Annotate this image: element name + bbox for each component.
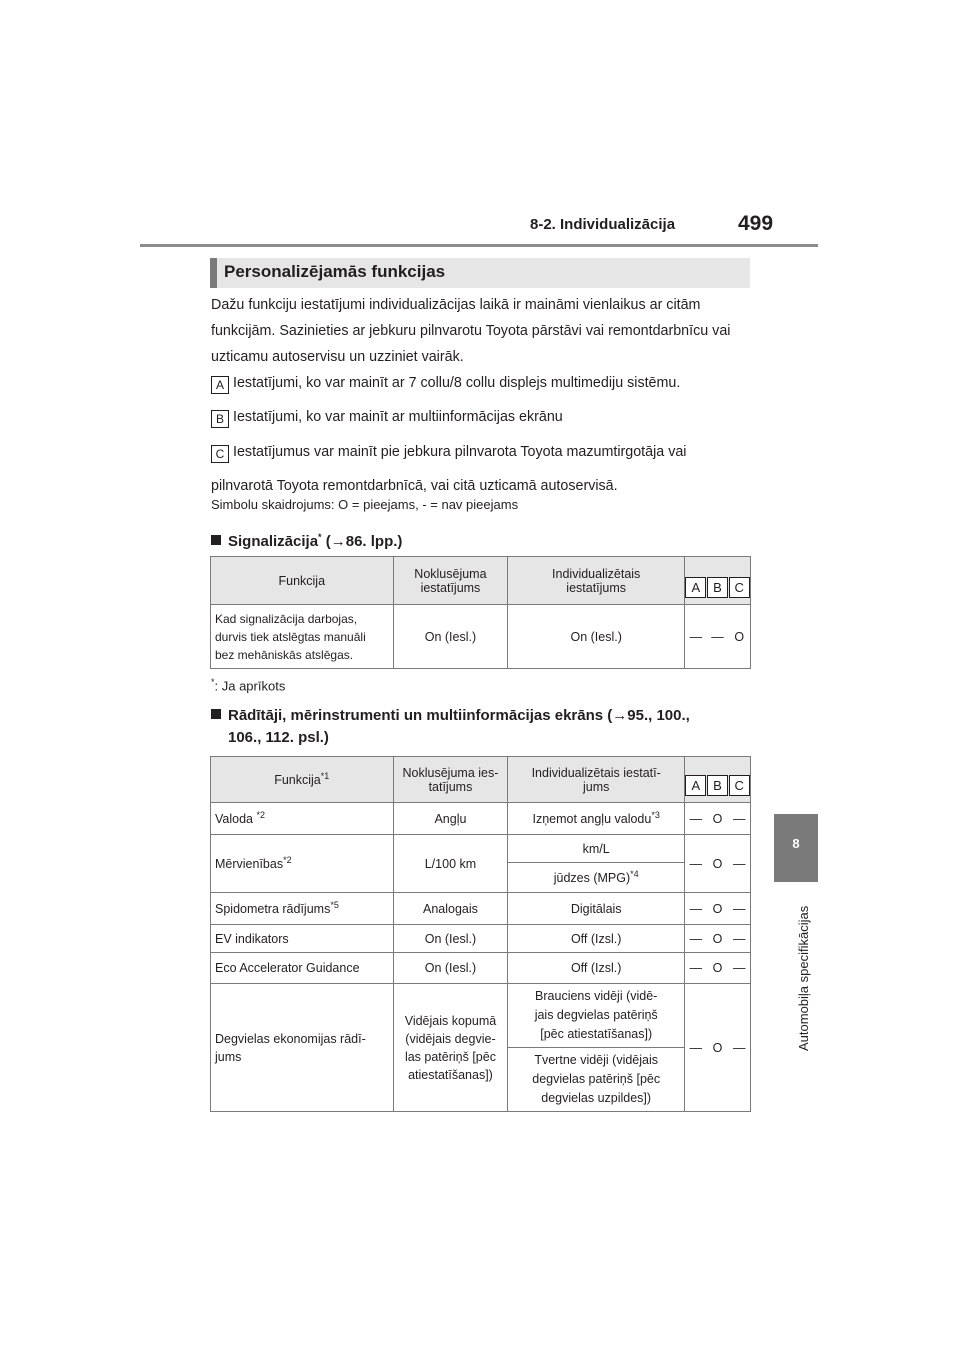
col-function-header: Funkcija [211,557,394,605]
cell-custom: km/L [508,835,685,863]
cell-b: — [706,605,728,669]
cell-c: — [728,925,750,953]
table-header-row [211,557,751,605]
col-function-header: Funkcija$^{*1}$ [211,757,394,803]
cell-function: EV indikators [211,925,394,953]
cell-custom: Digitālais [508,893,685,925]
col-custom-header: Individualizētais iestatījums [508,557,685,605]
cell-c: O [728,605,750,669]
cell-c: — [728,893,750,925]
cell-b: O [706,835,728,893]
label-box-c: C [729,775,750,796]
footnote: *: Ja aprīkots [211,677,286,694]
cell-a: — [685,605,707,669]
cell-custom: Off (Izsl.) [508,925,685,953]
table-row [211,984,751,1048]
heading-page-ref: (→86. lpp.) [321,533,403,550]
table-row [211,605,751,669]
section-title-accent [210,258,217,288]
cell-default: Vidējais kopumā (vidējais degvie- las patēriņš [pēc atiestatīšanas]) [393,984,508,1112]
section-header: 8-2. Individualizācija [530,216,676,233]
section-title: Personalizējamās funkcijas [224,262,446,281]
cell-custom: jūdzes (MPG)$^{*4}$ [508,863,685,893]
chapter-number: 8 [792,836,800,851]
table-row [211,893,751,925]
cell-a: — [684,803,706,835]
cell-b: O [706,803,728,835]
page-number: 499 [738,212,774,235]
label-box-b: B [707,577,728,598]
cell-b: O [706,984,728,1112]
cell-b: O [706,925,728,953]
cell-custom: Off (Izsl.) [508,953,685,984]
meters-table [210,756,751,1112]
legend-a [211,370,751,396]
cell-function: Kad signalizācija darbojas, durvis tiek atslēgtas manuāli bez mehāniskās atslēgas. [211,605,394,669]
header-rule [140,244,818,247]
table-header-row [211,757,751,803]
col-abc-header [684,757,750,803]
intro-line: uzticamu autoservisu un uzziniet vairāk. [211,349,464,365]
cell-c: — [728,953,750,984]
subsection-heading-text-2: 106., 112. psl.) [228,729,329,746]
cell-a: — [684,925,706,953]
cell-c: — [728,835,750,893]
intro-line: Dažu funkciju iestatījumi individualizācijas laikā ir maināmi vienlaikus ar citām [211,297,701,313]
symbols-note: Simbolu skaidrojums: O = pieejams, - = nav pieejams [211,497,519,512]
alarm-table [210,556,751,669]
label-box-b: B [707,775,728,796]
col-abc-header [685,557,751,605]
bullet-square-icon [211,709,221,719]
legend-b [211,404,751,430]
legend-c-text-2: pilnvarotā Toyota remontdarbnīcā, vai citā uzticamā autoservisā. [211,478,618,494]
bullet-square-icon [211,535,221,545]
label-box-c: C [729,577,750,598]
cell-function: Eco Accelerator Guidance [211,953,394,984]
cell-default: On (Iesl.) [393,925,508,953]
cell-b: O [706,953,728,984]
legend-c-text: Iestatījumus var mainīt pie jebkura pilnvarota Toyota mazumtirgotāja vai [233,444,687,460]
cell-default: Analogais [393,893,508,925]
cell-b: O [706,893,728,925]
cell-a: — [684,893,706,925]
legend-b-text: Iestatījumi, ko var mainīt ar multiinformācijas ekrānu [233,409,563,425]
cell-custom: Brauciens vidēji (vidē- jais degvielas patēriņš [pēc atiestatīšanas]) [508,984,685,1048]
cell-default: On (Iesl.) [393,953,508,984]
col-default-header: Noklusējuma ies- tatījums [393,757,508,803]
chapter-label: Automobiļa specifikācijas [796,905,811,1051]
legend-c [211,439,751,499]
cell-function: Valoda $^{*2}$ [211,803,394,835]
cell-a: — [684,953,706,984]
cell-custom: On (Iesl.) [508,605,685,669]
cell-default: On (Iesl.) [393,605,508,669]
cell-c: — [728,803,750,835]
subsection-heading-alarm [211,526,402,553]
label-box-a: A [685,577,706,598]
subsection-heading-text: Signalizācija [228,533,319,550]
label-box-c: C [211,445,229,463]
subsection-heading-meters [211,705,690,749]
cell-default: L/100 km [393,835,508,893]
cell-c: — [728,984,750,1112]
legend-a-text: Iestatījumi, ko var mainīt ar 7 collu/8 collu displejs multimediju sistēmu. [233,375,681,391]
cell-a: — [684,984,706,1112]
label-box-a: A [685,775,706,796]
subsection-heading-text: Rādītāji, mērinstrumenti un multiinformācijas ekrāns (→95., 100., [228,707,690,724]
heading-footnote-mark: * [318,532,322,542]
table-row [211,953,751,984]
col-custom-header: Individualizētais iestatī- jums [508,757,685,803]
cell-custom: Tvertne vidēji (vidējais degvielas patēriņš [pēc degvielas uzpildes]) [508,1048,685,1112]
intro-line: funkcijām. Sazinieties ar jebkuru pilnvarotu Toyota pārstāvi vai remontdarbnīcu vai [211,323,731,339]
table-row [211,925,751,953]
label-box-a: A [211,376,229,394]
table-row [211,803,751,835]
col-default-header: Noklusējuma iestatījums [393,557,508,605]
label-box-b: B [211,410,229,428]
cell-function: Spidometra rādījums$^{*5}$ [211,893,394,925]
cell-default: Angļu [393,803,508,835]
cell-a: — [684,835,706,893]
cell-custom: Izņemot angļu valodu$^{*3}$ [508,803,685,835]
cell-function: Mērvienības$^{*2}$ [211,835,394,893]
intro-paragraph [211,292,751,370]
table-row [211,835,751,863]
cell-function: Degvielas ekonomijas rādī- jums [211,984,394,1112]
